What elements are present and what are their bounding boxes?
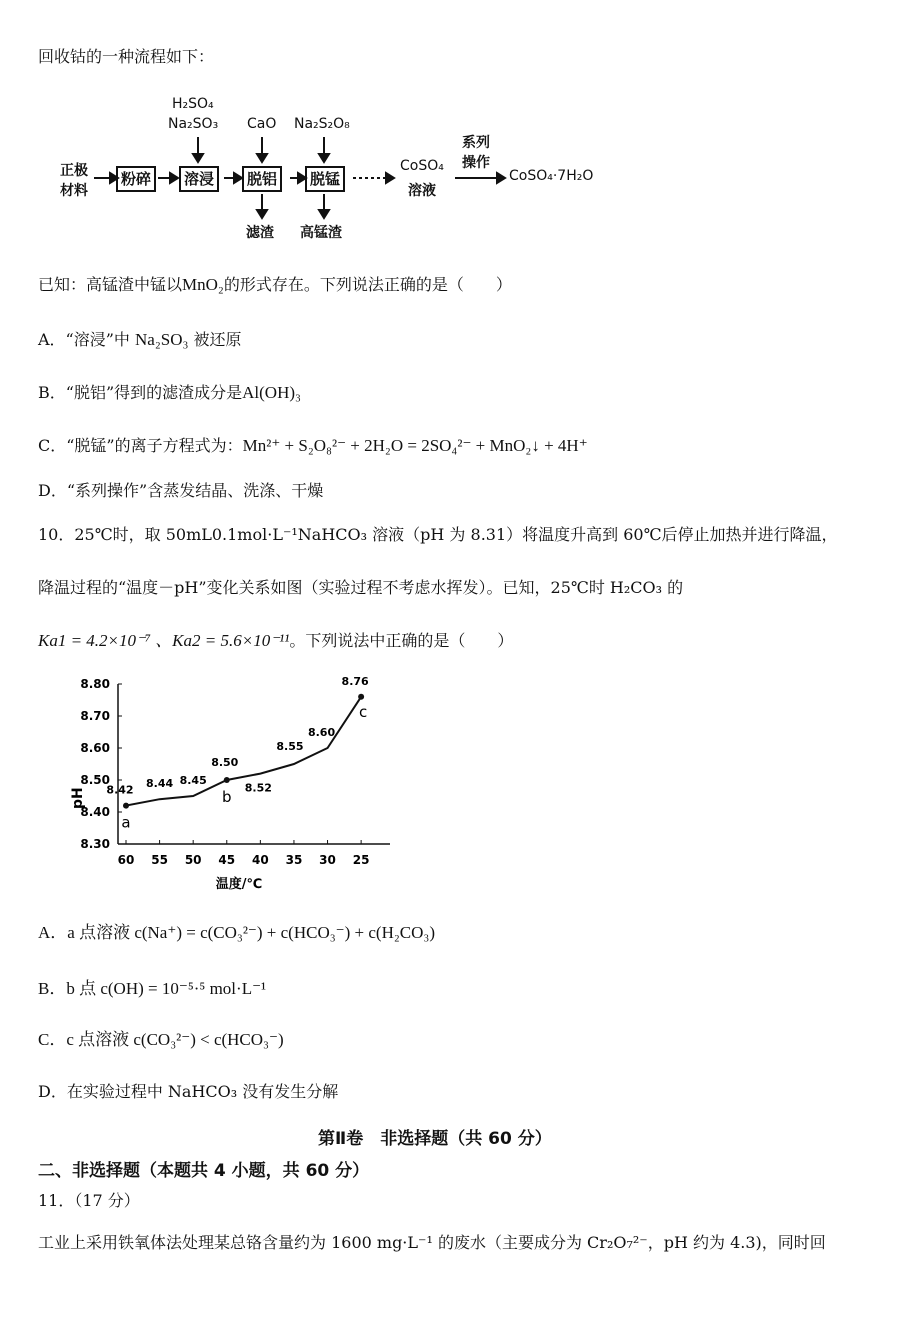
q9-a-prefix: A．“溶浸”中 bbox=[38, 330, 130, 349]
intro-text: 回收钴的一种流程如下： bbox=[38, 47, 215, 66]
reagent-cao: CaO bbox=[247, 116, 277, 132]
q9-option-b bbox=[38, 380, 301, 403]
q9-option-d: D．“系列操作”含蒸发结晶、洗涤、干燥 bbox=[38, 481, 324, 500]
flow-start-1: 正极 bbox=[60, 163, 88, 179]
data-label: 8.76 bbox=[341, 674, 369, 688]
q11-text: 工业上采用铁氧体法处理某总铬含量约为 1600 mg·L⁻¹ 的废水（主要成分为 Cr₂O₇²⁻，pH 约为 4.3)，同时回 bbox=[38, 1233, 826, 1252]
section-title: 第Ⅱ卷 非选择题（共 60 分） bbox=[318, 1129, 552, 1149]
x-tick-label: 25 bbox=[352, 853, 370, 867]
step-remove-mn: 脱锰 bbox=[305, 166, 345, 192]
product-solution: 溶液 bbox=[408, 183, 436, 199]
q10-option-b: B．b 点 c(OH) = 10⁻⁵·⁵ mol·L⁻¹ bbox=[38, 979, 267, 998]
residue-mn: 高锰渣 bbox=[300, 225, 342, 241]
q9-option-a bbox=[38, 327, 242, 350]
q10-line3-text: 。下列说法中正确的是（ ） bbox=[289, 631, 514, 650]
product-coso4: CoSO₄ bbox=[400, 158, 444, 174]
q9-known-suffix: 的形式存在。下列说法正确的是（ ） bbox=[223, 275, 512, 294]
q10-line3 bbox=[38, 626, 513, 651]
final-product: CoSO₄·7H₂O bbox=[509, 168, 594, 184]
q9-b-formula: Al(OH)₃ bbox=[242, 383, 301, 402]
q10-line2: 降温过程的“温度－pH”变化关系如图（实验过程不考虑水挥发）。已知，25℃时 H₂CO₃ 的 bbox=[38, 578, 684, 597]
data-label: 8.45 bbox=[179, 774, 207, 787]
x-tick-label: 30 bbox=[319, 853, 336, 867]
data-label: 8.52 bbox=[244, 781, 272, 795]
operation-2: 操作 bbox=[462, 155, 490, 171]
y-tick-label: 8.40 bbox=[80, 805, 110, 819]
data-label: 8.42 bbox=[106, 783, 134, 797]
flow-start-2: 材料 bbox=[60, 183, 88, 199]
x-tick-label: 50 bbox=[184, 853, 202, 867]
reagent-na2so3: Na₂SO₃ bbox=[168, 116, 219, 132]
q9-known-formula: MnO₂ bbox=[182, 275, 224, 294]
x-tick-label: 55 bbox=[151, 853, 168, 867]
point-label-a: a bbox=[121, 813, 131, 832]
x-tick-label: 45 bbox=[218, 853, 236, 867]
y-tick-label: 8.50 bbox=[80, 773, 110, 787]
step-crush: 粉碎 bbox=[116, 166, 156, 192]
q9-option-c bbox=[38, 433, 588, 456]
step-remove-al: 脱铝 bbox=[242, 166, 282, 192]
reagent-na2s2o8: Na₂S₂O₈ bbox=[294, 116, 350, 132]
q10-option-a: A．a 点溶液 c(Na⁺) = c(CO₃²⁻) + c(HCO₃⁻) + c(H₂CO₃) bbox=[38, 923, 436, 942]
ph-temperature-chart bbox=[70, 672, 410, 902]
point-marker-c bbox=[358, 694, 364, 700]
step-leach: 溶浸 bbox=[179, 166, 219, 192]
q9-b-prefix: B．“脱铝”得到的滤渣成分是 bbox=[38, 383, 243, 402]
operation-1: 系列 bbox=[462, 135, 490, 151]
data-label: 8.60 bbox=[307, 726, 336, 739]
residue-filter: 滤渣 bbox=[246, 225, 274, 241]
data-label: 8.50 bbox=[211, 756, 239, 769]
data-label: 8.44 bbox=[146, 777, 174, 791]
y-axis-label: pH bbox=[70, 787, 86, 809]
y-tick-label: 8.80 bbox=[80, 677, 110, 691]
x-tick-label: 40 bbox=[252, 853, 269, 867]
section-heading: 二、非选择题（本题共 4 小题，共 60 分） bbox=[38, 1161, 370, 1181]
y-tick-label: 8.60 bbox=[80, 741, 110, 755]
y-tick-label: 8.30 bbox=[80, 837, 110, 851]
x-axis-label: 温度/℃ bbox=[215, 877, 263, 892]
q9-a-formula: Na₂SO₃ bbox=[135, 330, 189, 349]
q9-c-equation: Mn²⁺ + S₂O₈²⁻ + 2H₂O = 2SO₄²⁻ + MnO₂↓ + 4H⁺ bbox=[242, 436, 588, 455]
q9-known bbox=[38, 272, 512, 295]
q9-a-suffix: 被还原 bbox=[193, 330, 242, 349]
point-marker-a bbox=[123, 803, 129, 809]
point-label-c: c bbox=[359, 702, 368, 721]
x-tick-label: 35 bbox=[285, 853, 303, 867]
point-label-b: b bbox=[222, 788, 232, 806]
reagent-h2so4: H₂SO₄ bbox=[172, 96, 214, 112]
x-tick-label: 60 bbox=[117, 853, 135, 867]
q9-c-prefix: C．“脱锰”的离子方程式为： bbox=[38, 436, 243, 455]
q11-label: 11．（17 分） bbox=[38, 1191, 140, 1210]
point-marker-b bbox=[224, 777, 230, 783]
q10-line1: 10．25℃时，取 50mL0.1mol·L⁻¹NaHCO₃ 溶液（pH 为 8.31）将温度升高到 60℃后停止加热并进行降温， bbox=[38, 525, 838, 544]
data-label: 8.55 bbox=[276, 740, 304, 753]
y-tick-label: 8.70 bbox=[80, 709, 110, 723]
q9-known-prefix: 已知：高锰渣中锰以 bbox=[38, 275, 183, 294]
q10-ka-values: Ka1 = 4.2×10⁻⁷ 、Ka2 = 5.6×10⁻¹¹ bbox=[38, 631, 290, 650]
q10-option-c: C．c 点溶液 c(CO₃²⁻) < c(HCO₃⁻) bbox=[38, 1030, 284, 1049]
q10-option-d: D．在实验过程中 NaHCO₃ 没有发生分解 bbox=[38, 1082, 339, 1101]
flow-arrows bbox=[0, 0, 900, 260]
